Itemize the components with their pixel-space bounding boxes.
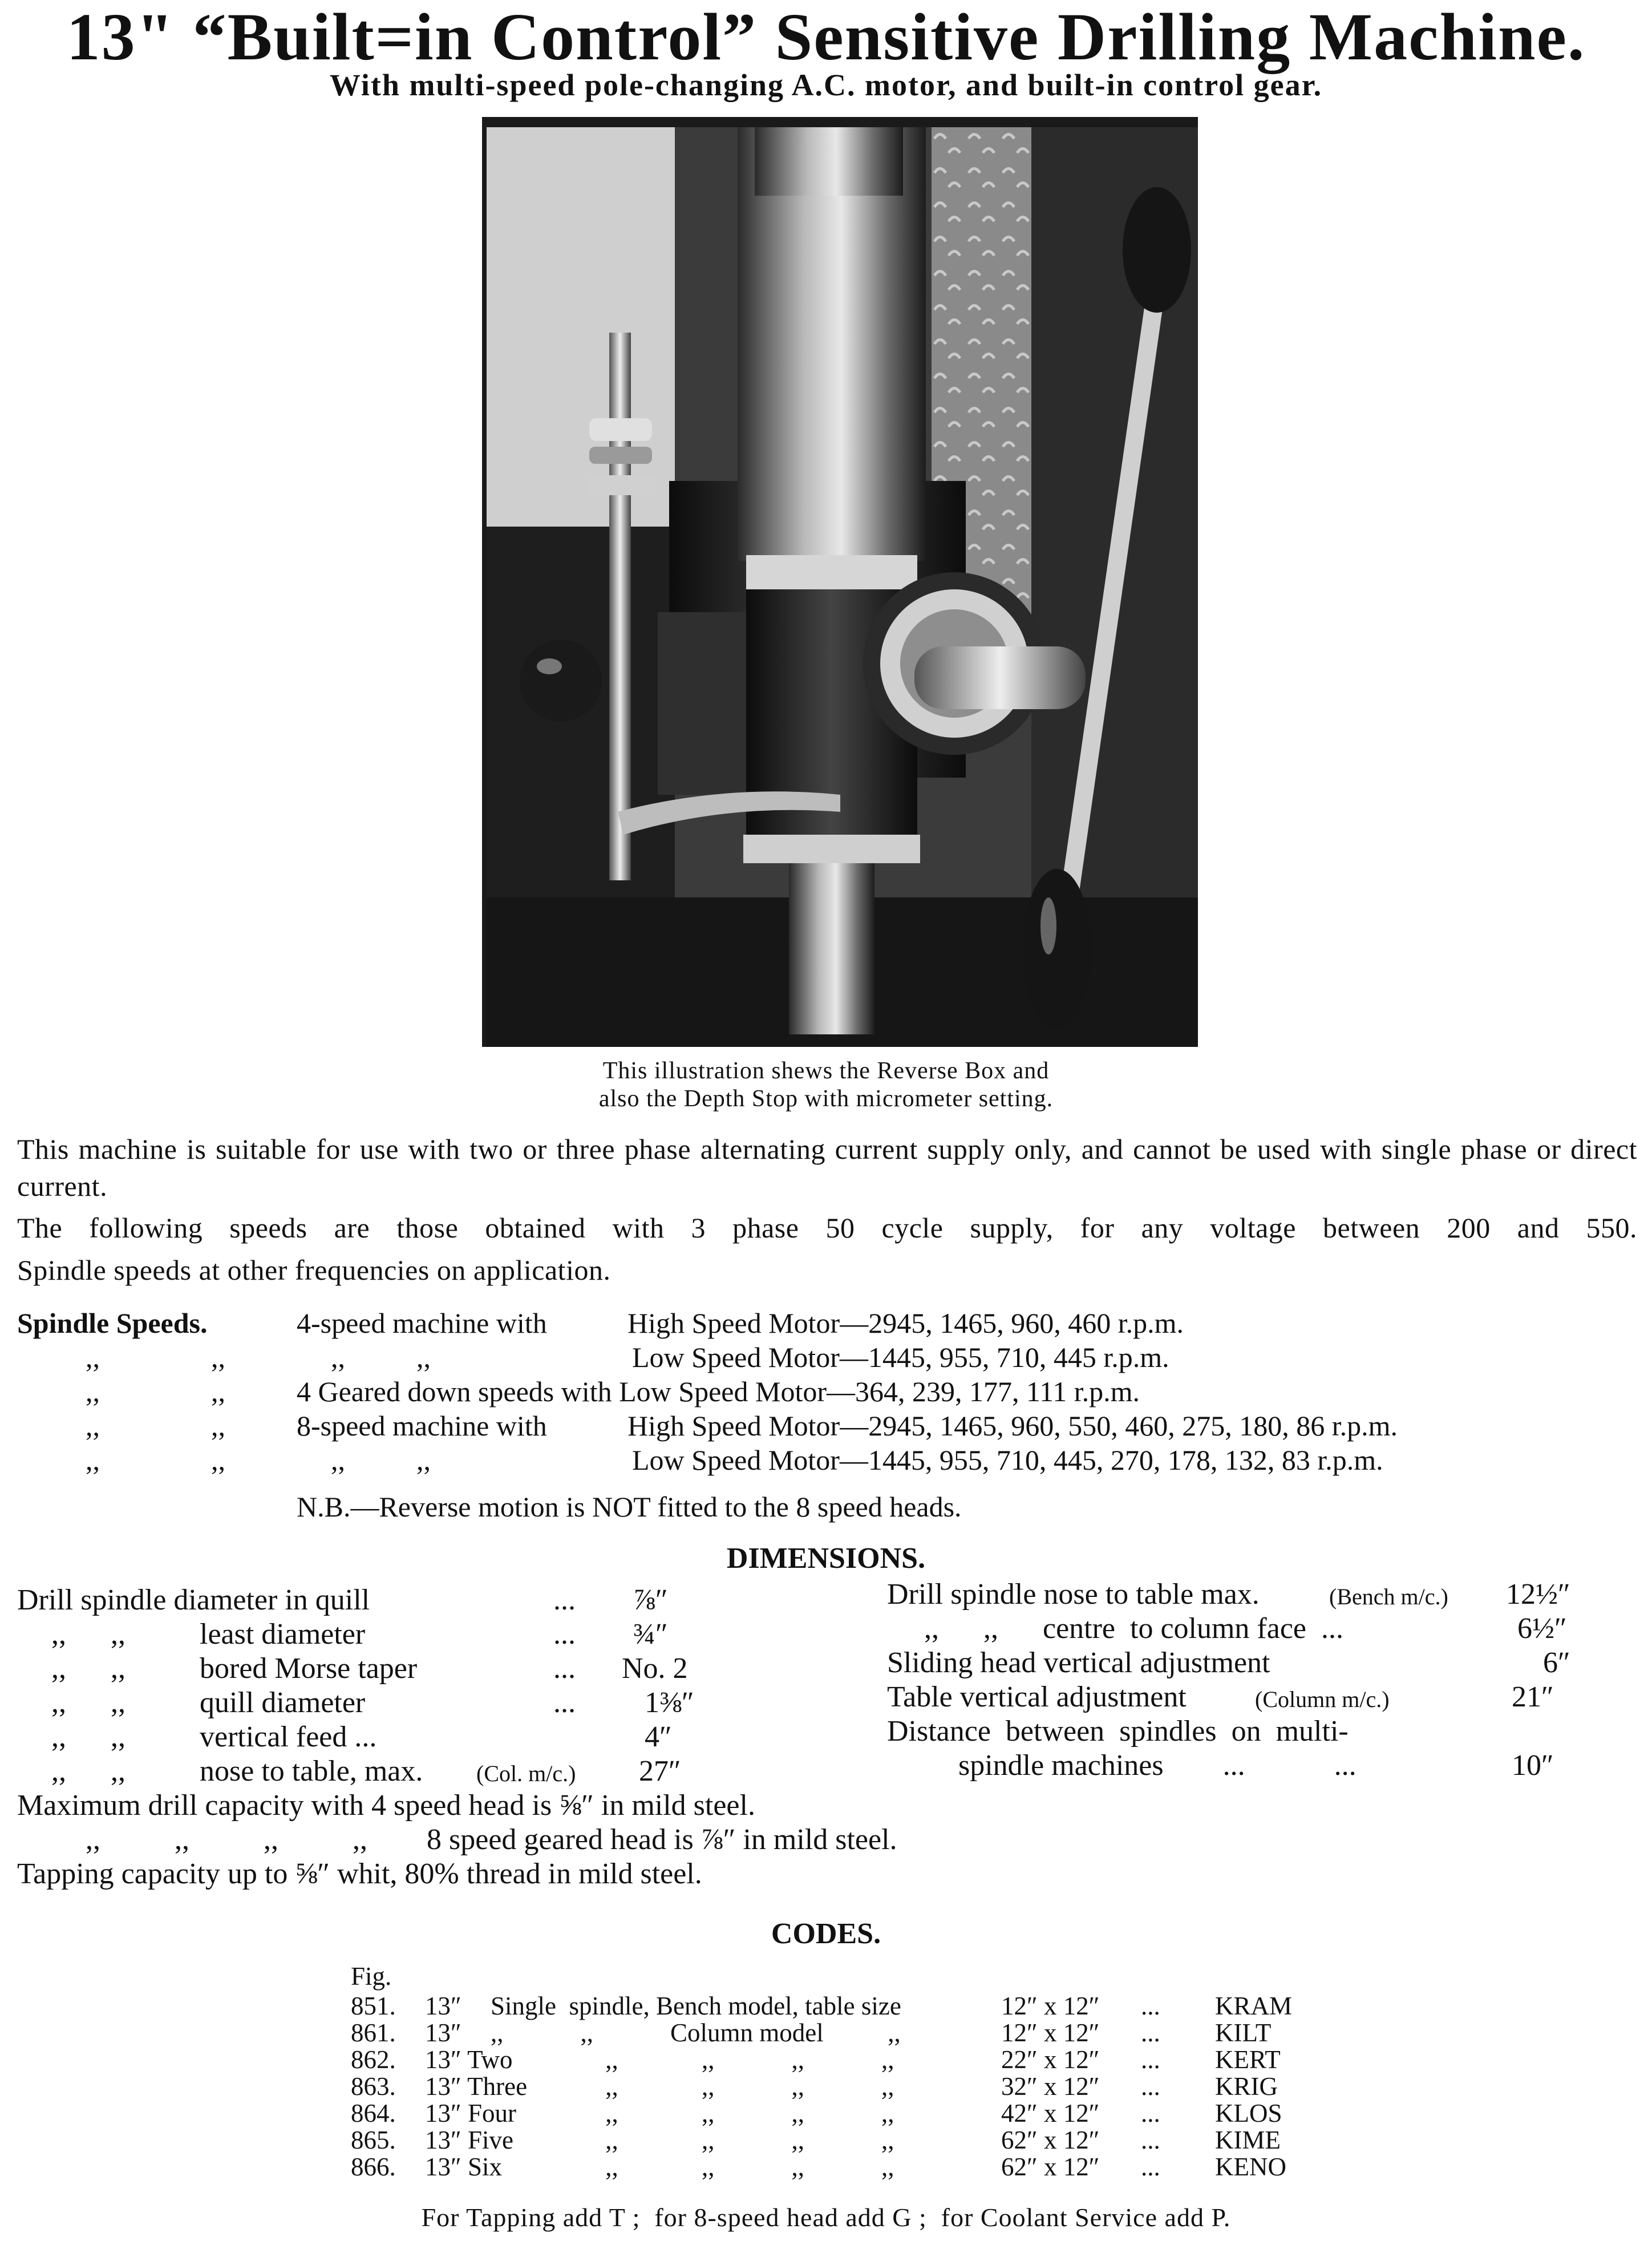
code-fig-1: 851. xyxy=(351,1992,396,2020)
code-description-7: ,, ,, ,, ,, xyxy=(548,2153,894,2181)
code-size-7: 13″ Six xyxy=(425,2153,503,2181)
page-subtitle: With multi-speed pole-changing A.C. motor, and built-in control gear. xyxy=(329,68,1323,102)
codes-fig-label: Fig. xyxy=(351,1962,392,1991)
code-fig-7: 866. xyxy=(351,2153,396,2181)
dim-left-row-3-label: bored Morse taper xyxy=(200,1652,418,1685)
code-size-6: 13″ Five xyxy=(425,2126,513,2154)
code-dots-1: ... xyxy=(1141,1992,1160,2020)
intro-paragraph-2b: Spindle speeds at other frequencies on application. xyxy=(17,1254,611,1286)
dim-right-row-3-label: Sliding head vertical adjustment xyxy=(887,1647,1270,1679)
dim-left-row-1-dots: ... xyxy=(553,1584,576,1616)
photo-caption-line-2: also the Depth Stop with micrometer setting. xyxy=(598,1086,1054,1112)
dim-left-row-2-prefix: ,, ,, xyxy=(51,1618,125,1651)
codes-footer: For Tapping add T ; for 8-speed head add G ; for Coolant Service add P. xyxy=(421,2203,1231,2232)
dim-right-row-5-label: Distance between spindles on multi- xyxy=(887,1715,1349,1748)
code-word-7: KENO xyxy=(1215,2153,1286,2181)
code-size-5: 13″ Four xyxy=(425,2099,517,2127)
code-table-size-7: 62″ x 12″ xyxy=(1001,2153,1100,2181)
dim-left-row-5-value: 4″ xyxy=(645,1721,672,1753)
dim-left-row-6-value: 27″ xyxy=(639,1755,681,1787)
capacity-line-2-ditto: ,, ,, ,, ,, xyxy=(86,1823,367,1856)
code-word-6: KIME xyxy=(1215,2126,1281,2154)
speeds-row-1-motor: High Speed Motor—2945, 1465, 960, 460 r.p.m. xyxy=(627,1307,1184,1339)
speeds-row-2-motor: Low Speed Motor—1445, 955, 710, 445 r.p.m. xyxy=(632,1341,1169,1373)
dim-left-row-4-label: quill diameter xyxy=(200,1686,366,1719)
tapping-capacity: Tapping capacity up to ⅝″ whit, 80% thread in mild steel. xyxy=(17,1858,702,1890)
speeds-row-3-ditto-2: ,, xyxy=(211,1376,225,1407)
dim-right-row-6-label: spindle machines ... ... xyxy=(958,1749,1357,1782)
code-table-size-4: 32″ x 12″ xyxy=(1001,2072,1100,2101)
code-word-3: KERT xyxy=(1215,2045,1281,2074)
code-fig-4: 863. xyxy=(351,2072,396,2101)
dim-left-row-6-label: nose to table, max. xyxy=(200,1755,423,1787)
dim-right-row-4-label: Table vertical adjustment xyxy=(887,1681,1187,1713)
dim-right-row-6-value: 10″ xyxy=(1512,1749,1554,1782)
dim-left-row-3-dots: ... xyxy=(553,1652,576,1685)
code-dots-7: ... xyxy=(1141,2153,1160,2181)
intro-paragraph-2a: The following speeds are those obtained with 3 phase 50 cycle supply, for any voltage between 200 and 550. xyxy=(17,1212,1637,1244)
speeds-row-2-config: ,, ,, xyxy=(331,1341,431,1373)
code-table-size-5: 42″ x 12″ xyxy=(1001,2099,1100,2127)
speeds-heading: Spindle Speeds. xyxy=(17,1307,208,1339)
code-word-4: KRIG xyxy=(1215,2072,1278,2101)
dim-left-row-2-label: least diameter xyxy=(200,1618,366,1651)
code-dots-4: ... xyxy=(1141,2072,1160,2101)
dim-right-row-2-label: ,, ,, centre to column face ... xyxy=(924,1612,1343,1645)
dim-left-row-2-value: ¾″ xyxy=(633,1618,668,1651)
dimensions-heading: DIMENSIONS. xyxy=(726,1542,926,1575)
dim-right-row-3-value: 6″ xyxy=(1543,1647,1570,1679)
code-size-3: 13″ Two xyxy=(425,2045,513,2074)
code-description-5: ,, ,, ,, ,, xyxy=(548,2099,894,2127)
code-table-size-6: 62″ x 12″ xyxy=(1001,2126,1100,2154)
speeds-row-5-motor: Low Speed Motor—1445, 955, 710, 445, 270, 178, 132, 83 r.p.m. xyxy=(632,1444,1383,1476)
codes-heading: CODES. xyxy=(771,1918,881,1950)
code-word-5: KLOS xyxy=(1215,2099,1282,2127)
code-dots-6: ... xyxy=(1141,2126,1160,2154)
page-title: 13" “Built=in Control” Sensitive Drilling Machine. xyxy=(66,0,1586,74)
dim-right-row-2-value: 6½″ xyxy=(1517,1612,1567,1645)
code-table-size-2: 12″ x 12″ xyxy=(1001,2019,1100,2047)
dim-right-row-4-note: (Column m/c.) xyxy=(1255,1686,1390,1712)
code-table-size-1: 12″ x 12″ xyxy=(1001,1992,1100,2020)
dim-left-row-3-prefix: ,, ,, xyxy=(51,1652,125,1685)
dim-right-row-4-value: 21″ xyxy=(1512,1681,1554,1713)
drilling-machine-illustration xyxy=(487,127,1198,1047)
dim-left-row-1-value: ⅞″ xyxy=(633,1584,668,1616)
speeds-row-5-config: ,, ,, xyxy=(331,1444,431,1476)
code-size-4: 13″ Three xyxy=(425,2072,528,2101)
code-word-1: KRAM xyxy=(1215,1992,1293,2020)
code-word-2: KILT xyxy=(1215,2019,1272,2047)
dim-left-row-4-prefix: ,, ,, xyxy=(51,1686,125,1719)
code-dots-3: ... xyxy=(1141,2045,1160,2074)
speeds-row-3-ditto-1: ,, xyxy=(86,1376,100,1407)
dim-left-row-2-dots: ... xyxy=(553,1618,576,1651)
intro-paragraph-1: This machine is suitable for use with two or three phase alternating current supply only, and cannot be used with single phase or direct current. xyxy=(17,1133,1637,1202)
code-size-1: 13″ xyxy=(425,1992,461,2020)
speeds-row-1-config: 4-speed machine with xyxy=(297,1307,547,1339)
code-description-4: ,, ,, ,, ,, xyxy=(548,2072,894,2101)
machine-photo xyxy=(482,117,1198,1047)
speeds-row-2-ditto-2: ,, xyxy=(211,1341,225,1373)
code-fig-3: 862. xyxy=(351,2045,396,2074)
speeds-row-5-ditto-2: ,, xyxy=(211,1444,225,1476)
code-size-2: 13″ xyxy=(425,2019,461,2047)
dim-left-row-4-value: 1⅜″ xyxy=(645,1686,694,1719)
capacity-line-1: Maximum drill capacity with 4 speed head is ⅝″ in mild steel. xyxy=(17,1789,755,1822)
speeds-row-4-motor: High Speed Motor—2945, 1465, 960, 550, 460, 275, 180, 86 r.p.m. xyxy=(627,1410,1398,1442)
dim-left-row-6-note: (Col. m/c.) xyxy=(476,1761,576,1786)
dim-right-row-1-label: Drill spindle nose to table max. xyxy=(887,1578,1260,1611)
speeds-row-2-ditto-1: ,, xyxy=(86,1341,100,1373)
speeds-note: N.B.—Reverse motion is NOT fitted to the 8 speed heads. xyxy=(297,1491,962,1523)
photo-caption-line-1: This illustration shews the Reverse Box and xyxy=(602,1058,1050,1084)
speeds-row-3-config: 4 Geared down speeds with Low Speed Motor—364, 239, 177, 111 r.p.m. xyxy=(297,1376,1140,1407)
code-table-size-3: 22″ x 12″ xyxy=(1001,2045,1100,2074)
speeds-row-4-config: 8-speed machine with xyxy=(297,1410,547,1442)
code-description-1: Single spindle, Bench model, table size xyxy=(491,1992,901,2020)
code-description-6: ,, ,, ,, ,, xyxy=(548,2126,894,2154)
capacity-line-2: 8 speed geared head is ⅞″ in mild steel. xyxy=(427,1823,897,1856)
dim-left-row-1-label: Drill spindle diameter in quill xyxy=(17,1584,370,1616)
dim-right-row-1-note: (Bench m/c.) xyxy=(1329,1584,1448,1609)
code-dots-5: ... xyxy=(1141,2099,1160,2127)
code-description-2: ,, ,, Column model ,, xyxy=(491,2019,901,2047)
code-description-3: ,, ,, ,, ,, xyxy=(548,2045,894,2074)
code-fig-5: 864. xyxy=(351,2099,396,2127)
dim-left-row-5-prefix: ,, ,, xyxy=(51,1721,125,1753)
dim-right-row-1-value: 12½″ xyxy=(1506,1578,1570,1611)
speeds-row-5-ditto-1: ,, xyxy=(86,1444,100,1476)
dim-left-row-4-dots: ... xyxy=(553,1686,576,1719)
dim-left-row-5-label: vertical feed ... xyxy=(200,1721,377,1753)
dim-left-row-3-value: No. 2 xyxy=(622,1652,688,1685)
dim-left-row-6-prefix: ,, ,, xyxy=(51,1755,125,1787)
code-fig-2: 861. xyxy=(351,2019,396,2047)
speeds-row-4-ditto-2: ,, xyxy=(211,1410,225,1442)
code-fig-6: 865. xyxy=(351,2126,396,2154)
code-dots-2: ... xyxy=(1141,2019,1160,2047)
speeds-row-4-ditto-1: ,, xyxy=(86,1410,100,1442)
